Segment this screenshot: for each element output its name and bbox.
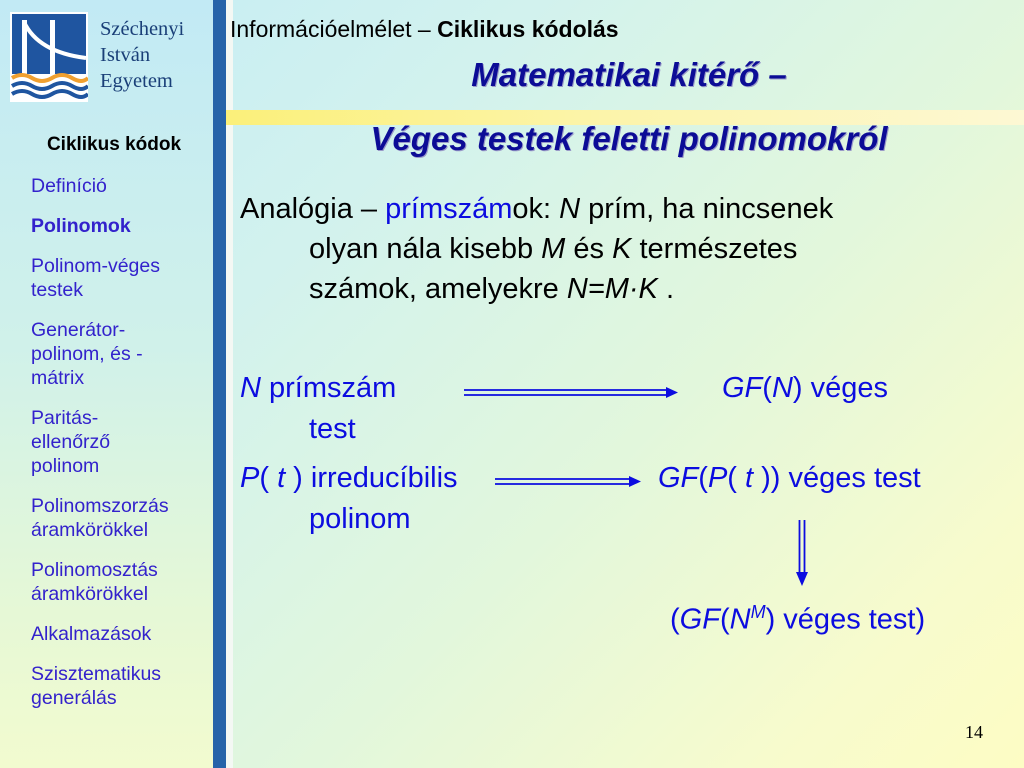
row2-right-open1: ( [698, 462, 708, 494]
sidebar-heading: Ciklikus kódok [46, 134, 182, 155]
row3-m-sup: M [750, 602, 766, 622]
subject-bold: Ciklikus kódolás [437, 16, 619, 42]
row2-right-p: P [707, 462, 728, 494]
row3-n: N [729, 603, 751, 636]
slide-title-line1: Matematikai kitérő – [471, 56, 787, 93]
row1-left-var: N [240, 372, 261, 404]
row2-right-t: t [745, 462, 754, 494]
row3-open2: ( [719, 603, 730, 636]
row2-left-cont: polinom [309, 503, 411, 535]
row3-close: ) [765, 603, 776, 636]
row1-right-var: N [771, 372, 793, 404]
row1-left [240, 372, 396, 405]
university-name-line2: István [100, 44, 151, 66]
analogy-line2 [309, 233, 797, 266]
sidebar-item-definicio[interactable]: Definíció [31, 175, 107, 197]
row2-left-t: t [277, 462, 286, 494]
row1-right-close: ) [792, 372, 803, 404]
row2-left [240, 462, 458, 495]
row2-right-gf: GF [658, 462, 699, 494]
vertical-divider-blue [213, 0, 226, 768]
down-double-arrow [792, 518, 812, 588]
sidebar-item-generator-polinom[interactable]: Generátor-polinom, és -mátrix [31, 319, 143, 389]
sidebar-item-polinom-veges-testek[interactable]: Polinom-véges testek [31, 255, 160, 301]
analogy-line3-a: számok, amelyekre [309, 273, 567, 305]
row1-double-arrow [462, 384, 680, 402]
row1-right-text: véges [802, 372, 889, 404]
row1-left-cont: test [309, 413, 356, 445]
analogy-line2-a: olyan nála kisebb [309, 233, 542, 265]
row2-right-text: véges test [780, 462, 921, 494]
row1-right-gf: GF [722, 372, 763, 404]
analogy-m: M [541, 233, 566, 265]
sidebar-item-polinomok[interactable]: Polinomok [31, 215, 131, 237]
analogy-formula: N=M·K [566, 273, 658, 305]
page-number: 14 [965, 722, 983, 742]
row3-gf: GF [679, 603, 720, 636]
sidebar-nav [31, 174, 213, 726]
row2-left-text: irreducíbilis [302, 462, 458, 494]
sidebar-item-polinomosztas[interactable]: Polinomosztás áramkörökkel [31, 559, 158, 605]
row3-result [670, 602, 925, 637]
analogy-highlight: prímszám [385, 193, 513, 225]
row3-open: ( [670, 603, 680, 636]
analogy-line2-c: természetes [631, 233, 798, 265]
row1-right [722, 372, 888, 405]
analogy-prefix: Analógia – [240, 193, 386, 225]
sidebar-item-polinomszorzas[interactable]: Polinomszorzás áramkörökkel [31, 495, 169, 541]
row2-left-open: ( [259, 462, 278, 494]
row1-left-text: prímszám [260, 372, 397, 404]
analogy-line2-b: és [565, 233, 613, 265]
row2-left-var: P [240, 462, 260, 494]
analogy-suffix-start: ok: [512, 193, 560, 225]
row2-right-close: )) [753, 462, 781, 494]
subject-line [230, 16, 619, 43]
slide-title-line2: Véges testek feletti polinomokról [370, 120, 888, 157]
university-name-line3: Egyetem [100, 70, 173, 92]
row1-right-open: ( [762, 372, 772, 404]
analogy-line1 [240, 193, 833, 226]
analogy-text1: prím, ha nincsenek [580, 193, 834, 225]
analogy-k: K [612, 233, 632, 265]
row2-right-open2: ( [727, 462, 746, 494]
university-name-line1: Széchenyi [100, 18, 185, 40]
row3-text: véges test) [775, 603, 926, 636]
sidebar-item-paritas-ellenorzo[interactable]: Paritás-ellenőrző polinom [31, 407, 111, 477]
sidebar-item-alkalmazasok[interactable]: Alkalmazások [31, 623, 152, 645]
analogy-line3 [309, 273, 674, 306]
subject-prefix: Információelmélet – [230, 16, 438, 42]
analogy-n: N [559, 193, 581, 225]
university-name [100, 16, 212, 94]
row2-right [658, 462, 921, 495]
university-logo [10, 12, 88, 102]
row2-double-arrow [493, 473, 643, 491]
analogy-line3-b: . [657, 273, 675, 305]
sidebar-item-szisztematikus[interactable]: Szisztematikus generálás [31, 663, 162, 709]
row2-left-close: ) [285, 462, 303, 494]
